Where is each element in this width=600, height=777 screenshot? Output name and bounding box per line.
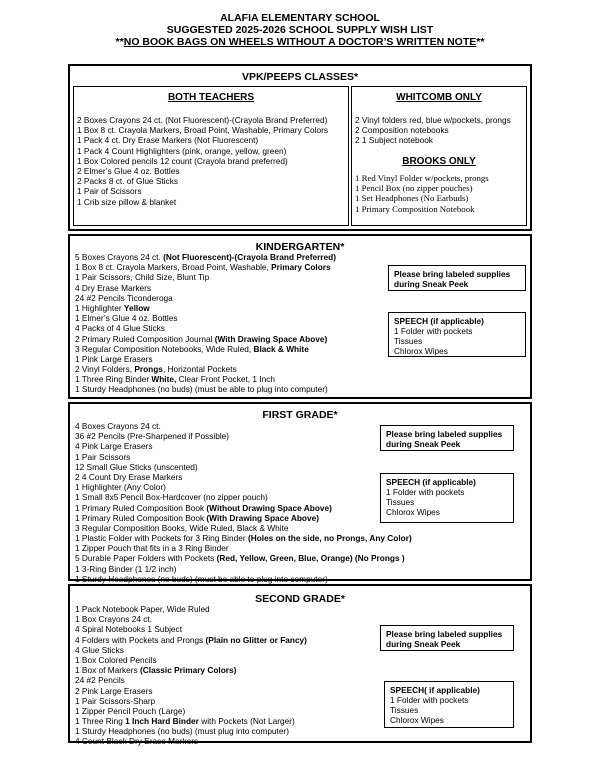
supply-item: 1 Primary Composition Notebook: [355, 203, 475, 214]
supply-item-text: Clear Front Pocket, 1 Inch: [176, 374, 275, 385]
whitcomb-list: [355, 115, 511, 146]
supply-item: [75, 482, 412, 492]
supply-item-emphasis: (Without Drawing Space Above): [206, 502, 332, 513]
supply-item-emphasis: Primary Colors: [271, 262, 331, 273]
supply-item: 2 Packs 8 ct. of Glue Sticks: [77, 176, 178, 187]
first-grade-list: [75, 421, 412, 584]
supply-item-text: 3 Regular Composition Notebooks, Wide Ruled,: [75, 343, 254, 354]
supply-item: 1 Box 8 ct. Crayola Markers, Broad Point, Washable, Primary Colors: [77, 125, 328, 136]
supply-item-emphasis: (With Drawing Space Above): [214, 333, 328, 344]
supply-item-text: 4 Folders with Pockets and Prongs: [75, 634, 206, 645]
supply-item-text: 1 Small 8x5 Pencil Box-Hardcover (no zipper pouch): [75, 492, 268, 503]
supply-item-text: 5 Durable Paper Folders with Pockets: [75, 553, 217, 564]
first-grade-speech-box: [380, 473, 514, 523]
supply-item-text: 1 Primary Ruled Composition Book: [75, 512, 207, 523]
speech-item: Tissues: [390, 705, 419, 715]
supply-item-text: 1 Highlighter: [75, 302, 124, 313]
speech-item: Chlorox Wipes: [390, 715, 444, 725]
supply-item: [75, 384, 336, 394]
supply-item: [75, 303, 336, 313]
supply-item: [75, 293, 336, 303]
supply-item-text: 1 Box Colored Pencils: [75, 654, 157, 665]
first-grade-section: [68, 402, 532, 584]
both-teachers-title: BOTH TEACHERS: [167, 92, 255, 103]
supply-item: [75, 462, 412, 472]
supply-item-text: 1 Pair Scissors, Child Size, Blunt Tip: [75, 272, 210, 283]
kindergarten-speech-title: SPEECH (if applicable): [394, 316, 484, 326]
supply-item: [75, 716, 307, 726]
supply-item: [75, 421, 412, 431]
supply-item-text: 4 Pink Large Erasers: [75, 441, 153, 452]
supply-item: [75, 543, 412, 553]
supply-item-emphasis: (Plain no Glitter or Fancy): [205, 634, 307, 645]
speech-item: 1 Folder with pockets: [386, 487, 465, 497]
supply-item: [75, 635, 307, 645]
supply-item-emphasis: Prongs: [134, 364, 163, 375]
supply-item-text: 36 #2 Pencils (Pre-Sharpened if Possible): [75, 431, 230, 442]
supply-item-text: 24 #2 Pencils Ticonderoga: [75, 292, 173, 303]
second-grade-speech-title: SPEECH( if applicable): [390, 685, 480, 695]
supply-item: [75, 492, 412, 502]
supply-item-emphasis: (Holes on the side, no Prongs, Any Color): [247, 533, 412, 544]
note-text: NO BOOK BAGS ON WHEELS WITHOUT A DOCTOR’S WRITTEN NOTE: [123, 36, 477, 48]
vpk-right-panel: [351, 86, 527, 226]
supply-item-text: 1 Zipper Pencil Pouch (Large): [75, 705, 186, 716]
supply-item-text: with Pockets (Not Larger): [198, 716, 295, 727]
supply-item-text: 1 Box Crayons 24 ct.: [75, 614, 153, 625]
vpk-title: VPK/PEEPS CLASSES*: [241, 71, 359, 83]
first-grade-title: FIRST GRADE*: [262, 409, 338, 421]
second-grade-sneak-text: Please bring labeled supplies during Sneak Peek: [386, 629, 503, 649]
supply-item-text: 4 Spiral Notebooks 1 Subject: [75, 624, 183, 635]
supply-item-text: 1 Sturdy Headphones (no buds) (must plug into computer): [75, 726, 289, 737]
speech-item: Tissues: [394, 336, 423, 346]
supply-item: [75, 513, 412, 523]
kindergarten-section: [68, 234, 532, 399]
speech-item: 1 Folder with pockets: [390, 695, 469, 705]
supply-item: 1 Box Colored pencils 12 count (Crayola brand preferred): [77, 155, 288, 166]
supply-item: 1 Crib size pillow & blanket: [77, 196, 177, 207]
supply-item-text: 1 Box of Markers: [75, 665, 141, 676]
supply-item-text: 4 Boxes Crayons 24 ct.: [75, 421, 161, 431]
first-grade-speech-title: SPEECH (if applicable): [386, 477, 476, 487]
supply-item-text: 1 Pack Notebook Paper, Wide Ruled: [75, 604, 210, 614]
supply-item: [75, 645, 307, 655]
supply-item-text: 4 Dry Erase Markers: [75, 282, 152, 293]
supply-item: [75, 624, 307, 634]
supply-item-emphasis: (With Drawing Space Above): [206, 512, 319, 523]
both-teachers-list: [77, 115, 328, 207]
second-grade-speech-list: [390, 695, 508, 725]
supply-item-text: 2 4 Count Dry Erase Markers: [75, 471, 183, 482]
supply-item: 2 1 Subject notebook: [355, 135, 433, 146]
supply-item-text: 2 Pink Large Erasers: [75, 685, 153, 696]
supply-item: [75, 523, 412, 533]
supply-item-text: 1 Primary Ruled Composition Book: [75, 502, 207, 513]
supply-item: [75, 686, 307, 696]
supply-item-text: 1 Three Ring Binder: [75, 374, 152, 385]
supply-item: [75, 564, 412, 574]
kindergarten-speech-list: [394, 326, 520, 356]
supply-item-emphasis: (Red, Yellow, Green, Blue, Orange) (No Prongs ): [216, 553, 405, 564]
both-teachers-panel: [73, 86, 349, 226]
list-title: SUGGESTED 2025-2026 SCHOOL SUPPLY WISH LIST: [166, 24, 434, 36]
supply-item: [75, 364, 336, 374]
second-grade-speech-box: [384, 681, 514, 728]
supply-item: [75, 272, 336, 282]
supply-item: [75, 334, 336, 344]
supply-item-emphasis: Yellow: [123, 302, 150, 313]
supply-item: [75, 323, 336, 333]
supply-item: 1 Pack 4 ct. Dry Erase Markers (Not Fluorescent): [77, 135, 259, 146]
supply-item-text: 4 Glue Sticks: [75, 644, 124, 655]
supply-item-emphasis: 1 Inch Hard Binder: [125, 716, 199, 727]
supply-item: [75, 726, 307, 736]
brooks-title: BROOKS ONLY: [402, 156, 476, 167]
supply-item: [75, 655, 307, 665]
supply-item-text: 1 Pair Scissors: [75, 451, 131, 462]
supply-item: [75, 472, 412, 482]
supply-item-text: 24 #2 Pencils: [75, 675, 125, 686]
supply-item-text: 12 Small Glue Sticks (unscented): [75, 461, 198, 472]
supply-item-text: 1 3-Ring Binder (1 1/2 inch): [75, 563, 177, 574]
supply-item-text: 2 Primary Ruled Composition Journal: [75, 333, 215, 344]
brooks-list: [355, 173, 489, 214]
supply-item-text: 1 Highlighter (Any Color): [75, 482, 166, 493]
supply-item: [75, 533, 412, 543]
supply-item: [75, 665, 307, 675]
kindergarten-sneak-text: Please bring labeled supplies during Sneak Peek: [394, 269, 511, 289]
supply-item-text: 1 Sturdy Headphones (no buds) (must be able to plug into computer): [75, 573, 328, 584]
supply-item-text: 1 Box 8 ct. Crayola Markers, Broad Point, Washable,: [75, 262, 272, 273]
supply-item: 1 Red Vinyl Folder w/pockets, prongs: [355, 173, 489, 183]
speech-item: Tissues: [386, 497, 415, 507]
supply-item: [75, 706, 307, 716]
supply-item: 2 Elmer’s Glue 4 oz. Bottles: [77, 165, 180, 176]
second-grade-title: SECOND GRADE*: [255, 593, 345, 605]
second-grade-section: [68, 584, 532, 747]
vpk-section: [68, 64, 532, 231]
supply-item: [75, 313, 336, 323]
supply-item: 1 Set Headphones (No Earbuds): [355, 193, 469, 204]
supply-item-text: 1 Pink Large Erasers: [75, 353, 153, 364]
school-name: ALAFIA ELEMENTARY SCHOOL: [220, 12, 380, 24]
supply-item: [75, 374, 336, 384]
first-grade-speech-list: [386, 487, 508, 517]
supply-item-text: 1 Plastic Folder with Pockets for 3 Ring Binder: [75, 533, 248, 544]
supply-item-text: 1 Zipper Pouch that fits in a 3 Ring Binder: [75, 543, 229, 554]
supply-item: [75, 553, 412, 563]
supply-item: 1 Pencil Box (no zipper pouches): [355, 183, 473, 194]
supply-item-text: 1 Elmer’s Glue 4 oz. Bottles: [75, 313, 178, 324]
supply-item-text: 2 Vinyl Folders,: [75, 364, 135, 375]
speech-item: 1 Folder with pockets: [394, 326, 473, 336]
supply-item: [75, 675, 307, 685]
supply-item-text: 4 Count Black Dry Erase Markers: [75, 736, 199, 747]
first-grade-sneak-peek-note: [380, 425, 514, 451]
speech-item: Chlorox Wipes: [394, 346, 448, 356]
supply-item: [75, 252, 336, 262]
supply-item: [75, 604, 307, 614]
supply-item: [75, 614, 307, 624]
kindergarten-speech-box: [388, 312, 526, 357]
wheels-note: [0, 36, 600, 48]
kindergarten-sneak-peek-note: [388, 265, 526, 291]
supply-item: [75, 441, 412, 451]
note-suffix: **: [476, 36, 485, 48]
note-prefix: **: [115, 36, 124, 48]
kindergarten-list: [75, 252, 336, 395]
supply-item: [75, 452, 412, 462]
supply-item: [75, 283, 336, 293]
supply-item: [75, 262, 336, 272]
supply-item-emphasis: (Classic Primary Colors): [140, 665, 237, 676]
supply-item-text: 1 Pair Scissors-Sharp: [75, 695, 156, 706]
first-grade-sneak-text: Please bring labeled supplies during Sneak Peek: [386, 429, 503, 449]
second-grade-list: [75, 604, 307, 747]
supply-item: [75, 736, 307, 746]
supply-item: 1 Pack 4 Count Highlighters (pink, orange, yellow, green): [77, 145, 287, 156]
supply-item-text: 3 Regular Composition Books, Wide Ruled, Black & White: [75, 522, 289, 533]
supply-item: [75, 503, 412, 513]
supply-item-emphasis: Black & White: [253, 343, 309, 354]
whitcomb-title: WHITCOMB ONLY: [396, 92, 482, 103]
supply-item-emphasis: (Not Fluorescent)-(Crayola Brand Preferred): [163, 252, 336, 262]
supply-item-text: 1 Sturdy Headphones (no buds) (must be able to plug into computer): [75, 384, 328, 395]
supply-item: 2 Composition notebooks: [355, 125, 449, 136]
supply-item-text: , Horizontal Pockets: [162, 364, 237, 375]
supply-item-text: 1 Three Ring: [75, 716, 126, 727]
supply-item: [75, 431, 412, 441]
second-grade-sneak-peek-note: [380, 625, 514, 651]
supply-item-emphasis: White,: [151, 374, 177, 385]
supply-item: [75, 354, 336, 364]
supply-item: [75, 574, 412, 584]
kindergarten-title: KINDERGARTEN*: [255, 241, 345, 253]
supply-item-text: 5 Boxes Crayons 24 ct.: [75, 252, 164, 262]
supply-item-text: 4 Packs of 4 Glue Sticks: [75, 323, 165, 334]
supply-item: 2 Vinyl folders red, blue w/pockets, prongs: [355, 115, 511, 125]
speech-item: Chlorox Wipes: [386, 507, 440, 517]
supply-item: 2 Boxes Crayons 24 ct. (Not Fluorescent)-(Crayola Brand Preferred): [77, 115, 328, 125]
supply-item: [75, 696, 307, 706]
supply-item: 1 Pair of Scissors: [77, 186, 142, 197]
supply-item: [75, 344, 336, 354]
